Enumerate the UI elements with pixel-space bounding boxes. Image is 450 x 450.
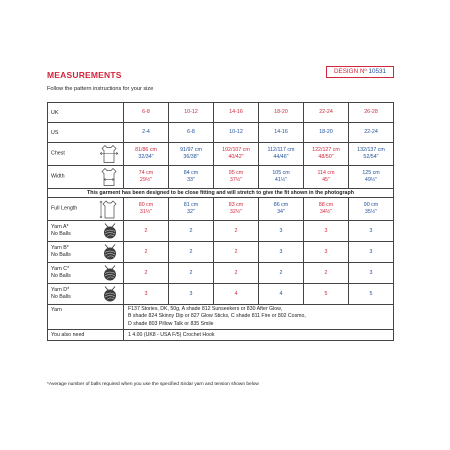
row-us <box>48 123 394 143</box>
width-garment-icon <box>99 168 119 187</box>
chest-garment-icon <box>99 145 119 164</box>
chest-in: 48/50" <box>318 154 334 160</box>
yarn-c-balls: 2 <box>124 263 169 284</box>
us-size: 18-20 <box>304 123 349 143</box>
chest-cm: 112/117 cm <box>267 147 295 153</box>
row-width <box>48 166 394 189</box>
uk-size: 26-28 <box>349 103 394 123</box>
yarn-info-line: F137 Stories, DK, 50g, A shade 812 Sunseekers or 830 After Glow, <box>128 306 282 312</box>
width-cell <box>349 166 394 189</box>
row-yarn-info <box>48 305 394 330</box>
length-cell <box>349 198 394 221</box>
row-label-cell-yarn-b <box>48 242 124 263</box>
row-fit-note <box>48 189 394 198</box>
width-cm: 125 cm <box>362 170 380 176</box>
row-yarn-c <box>48 263 394 284</box>
design-number-badge <box>326 66 394 78</box>
chest-cell <box>124 143 169 166</box>
width-cell <box>169 166 214 189</box>
chest-cell <box>304 143 349 166</box>
length-cm: 81 cm <box>183 202 199 208</box>
length-garment-icon <box>99 199 119 219</box>
length-in: 31½" <box>139 209 153 215</box>
width-in: 45" <box>322 177 330 183</box>
yarn-d-balls: 4 <box>214 284 259 305</box>
row-label-uk: UK <box>48 103 124 123</box>
balls-label: No Balls <box>51 252 71 258</box>
width-cell <box>259 166 304 189</box>
yarn-a-balls: 2 <box>124 221 169 242</box>
us-size: 6-8 <box>169 123 214 143</box>
yarn-label: Yarn B* <box>51 245 69 251</box>
chest-cell <box>259 143 304 166</box>
row-you-also-need <box>48 330 394 341</box>
length-in: 32" <box>187 209 195 215</box>
us-size: 10-12 <box>214 123 259 143</box>
chest-cm: 122/127 cm <box>312 147 340 153</box>
need-value: 1 4.00 (UK8 - USA F/5) Crochet Hook <box>124 330 394 341</box>
yarn-info-label: Yarn <box>48 305 124 330</box>
yarn-ball-icon <box>101 286 119 303</box>
yarn-a-balls: 3 <box>349 221 394 242</box>
chest-cm: 91/97 cm <box>180 147 202 153</box>
yarn-b-balls: 3 <box>349 242 394 263</box>
yarn-ball-icon <box>101 265 119 282</box>
width-in: 29½" <box>139 177 153 183</box>
width-cell <box>124 166 169 189</box>
row-label-chest: Chest <box>51 150 65 157</box>
row-yarn-a <box>48 221 394 242</box>
chest-cm: 132/137 cm <box>357 147 385 153</box>
yarn-b-balls: 2 <box>124 242 169 263</box>
footnote: *Average number of balls required when you use the specified Sirdar yarn and tension shown below <box>47 382 259 387</box>
us-size: 14-16 <box>259 123 304 143</box>
yarn-d-balls: 5 <box>304 284 349 305</box>
length-cell <box>214 198 259 221</box>
width-cm: 95 cm <box>228 170 244 176</box>
chest-in: 36/38" <box>183 154 199 160</box>
yarn-c-balls: 2 <box>259 263 304 284</box>
us-size: 2-4 <box>124 123 169 143</box>
size-table <box>47 102 394 341</box>
row-uk <box>48 103 394 123</box>
need-label: You also need <box>48 330 124 341</box>
row-label-cell-yarn-d <box>48 284 124 305</box>
uk-size: 10-12 <box>169 103 214 123</box>
balls-label: No Balls <box>51 294 71 300</box>
width-in: 41½" <box>274 177 288 183</box>
length-cm: 80 cm <box>138 202 154 208</box>
chest-cell <box>169 143 214 166</box>
yarn-info-line: B shade 824 Skinny Dip or 827 Glow Sticks, C shade 811 Fire or 802 Cosmo, <box>128 313 306 320</box>
length-in: 35½" <box>364 209 378 215</box>
row-label-us: US <box>48 123 124 143</box>
length-in: 32½" <box>229 209 243 215</box>
yarn-label: Yarn D* <box>51 287 70 293</box>
yarn-d-balls: 4 <box>259 284 304 305</box>
balls-label: No Balls <box>51 273 71 279</box>
chest-cm: 102/107 cm <box>222 147 250 153</box>
design-number: 10531 <box>368 68 386 75</box>
yarn-d-balls: 5 <box>349 284 394 305</box>
yarn-label: Yarn A* <box>51 224 69 230</box>
instructions-subtitle: Follow the pattern instructions for your size <box>47 86 154 92</box>
row-label-length: Full Length <box>51 205 78 212</box>
row-yarn-d <box>48 284 394 305</box>
chest-in: 44/46" <box>273 154 289 160</box>
length-cell <box>304 198 349 221</box>
length-in: 34" <box>277 209 285 215</box>
yarn-c-balls: 3 <box>349 263 394 284</box>
uk-size: 14-16 <box>214 103 259 123</box>
row-label-cell-width <box>48 166 124 189</box>
row-label-cell-chest <box>48 143 124 166</box>
yarn-info-line: D shade 803 Pillow Talk or 835 Smile <box>128 320 214 327</box>
page-heading: MEASUREMENTS <box>47 70 122 80</box>
length-cell <box>169 198 214 221</box>
yarn-info-text <box>124 305 394 330</box>
chest-cm: 81/86 cm <box>135 147 157 153</box>
uk-size: 22-24 <box>304 103 349 123</box>
width-cm: 84 cm <box>183 170 199 176</box>
yarn-b-balls: 2 <box>214 242 259 263</box>
width-cm: 74 cm <box>138 170 154 176</box>
width-in: 37½" <box>229 177 243 183</box>
width-in: 49½" <box>364 177 378 183</box>
row-length <box>48 198 394 221</box>
design-prefix: DESIGN Nº <box>333 68 369 75</box>
yarn-ball-icon <box>101 244 119 261</box>
yarn-ball-icon <box>101 223 119 240</box>
width-cell <box>214 166 259 189</box>
length-cell <box>124 198 169 221</box>
fit-note: This garment has been designed to be close fitting and will stretch to give the fit shown in the photograph <box>48 189 394 198</box>
yarn-c-balls: 2 <box>214 263 259 284</box>
yarn-a-balls: 3 <box>259 221 304 242</box>
row-label-cell-yarn-a <box>48 221 124 242</box>
yarn-d-balls: 3 <box>169 284 214 305</box>
row-chest <box>48 143 394 166</box>
length-cell <box>259 198 304 221</box>
chest-in: 52/54" <box>363 154 379 160</box>
row-label-cell-yarn-c <box>48 263 124 284</box>
width-cm: 105 cm <box>272 170 290 176</box>
yarn-a-balls: 2 <box>214 221 259 242</box>
yarn-c-balls: 2 <box>169 263 214 284</box>
yarn-b-balls: 3 <box>259 242 304 263</box>
chest-cell <box>214 143 259 166</box>
length-cm: 83 cm <box>228 202 244 208</box>
us-size: 22-24 <box>349 123 394 143</box>
yarn-b-balls: 2 <box>169 242 214 263</box>
uk-size: 6-8 <box>124 103 169 123</box>
chest-cell <box>349 143 394 166</box>
yarn-a-balls: 2 <box>169 221 214 242</box>
row-yarn-b <box>48 242 394 263</box>
row-label-cell-length <box>48 198 124 221</box>
yarn-d-balls: 3 <box>124 284 169 305</box>
length-in: 34½" <box>319 209 333 215</box>
yarn-c-balls: 2 <box>304 263 349 284</box>
uk-size: 18-20 <box>259 103 304 123</box>
length-cm: 86 cm <box>273 202 289 208</box>
length-cm: 88 cm <box>318 202 334 208</box>
width-cell <box>304 166 349 189</box>
length-cm: 90 cm <box>363 202 379 208</box>
row-label-width: Width <box>51 173 65 180</box>
balls-label: No Balls <box>51 231 71 237</box>
chest-in: 32/34" <box>138 154 154 160</box>
width-cm: 114 cm <box>317 170 335 176</box>
yarn-a-balls: 3 <box>304 221 349 242</box>
width-in: 33" <box>187 177 195 183</box>
yarn-b-balls: 3 <box>304 242 349 263</box>
yarn-label: Yarn C* <box>51 266 70 272</box>
chest-in: 40/42" <box>228 154 244 160</box>
